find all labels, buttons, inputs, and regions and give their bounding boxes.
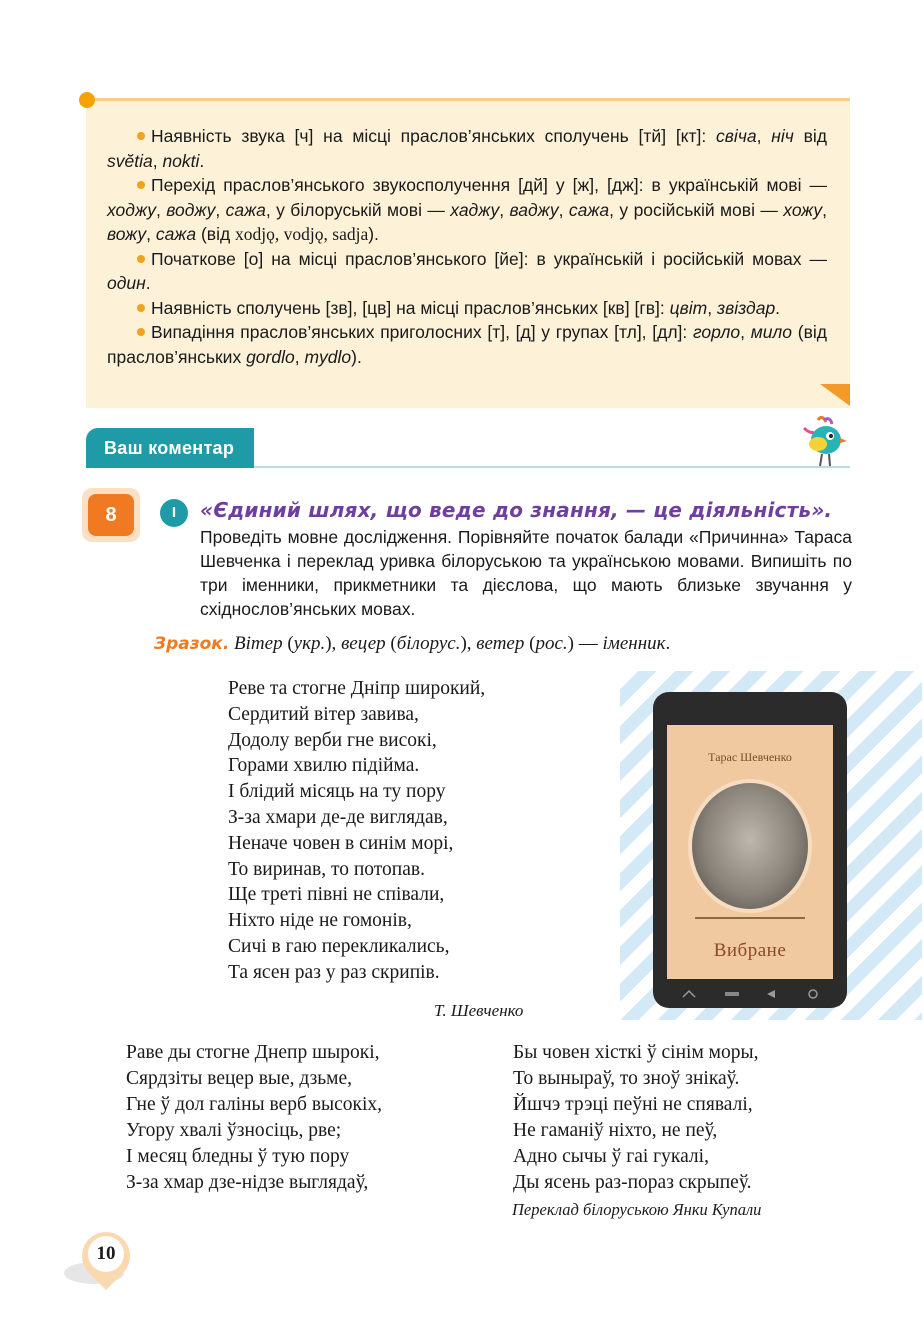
bird-icon: [796, 414, 848, 470]
separator: ,: [294, 346, 305, 367]
separator: (: [385, 633, 397, 654]
separator: ,: [155, 199, 167, 220]
separator: ,: [499, 199, 510, 220]
info-item-1: [107, 124, 827, 173]
example-word: хаджу: [450, 199, 500, 220]
comment-banner: Ваш коментар: [86, 428, 254, 468]
translation-line: І месяц бледны ў тую пору: [126, 1146, 350, 1167]
separator: ,: [756, 126, 772, 146]
translation-line: То выныраў, то зноў знікаў.: [513, 1068, 740, 1089]
example-word: мило: [750, 322, 793, 342]
separator: ).: [368, 224, 379, 244]
translation-line: Адно сычы ў гаі гукалі,: [513, 1146, 709, 1167]
info-panel-top-border: [86, 98, 850, 101]
separator: ),: [460, 633, 477, 654]
translation-line: Не гаманіў ніхто, не пеў,: [513, 1120, 718, 1141]
translation-credit: Переклад білоруською Янки Купали: [512, 1200, 762, 1219]
poem-line: Ніхто ніде не гомонів,: [228, 910, 412, 932]
info-item-2: [107, 173, 827, 247]
sample-lang: укр.: [293, 633, 326, 654]
separator: (: [524, 633, 536, 654]
info-item-text: (від праслов’янських: [107, 322, 827, 367]
page-number: 10: [96, 1243, 116, 1264]
bullet-icon: [137, 255, 145, 263]
info-item-text: Наявність сполучень [зв], [цв] на місці праслов’янських [кв] [гв]:: [151, 297, 670, 318]
poem-line: Ще треті півні не співали,: [228, 884, 445, 906]
book-cover-subtitle: Вибране: [713, 940, 787, 961]
poem-line: З-за хмари де-де виглядав,: [228, 806, 448, 828]
separator: ),: [325, 633, 342, 654]
poem-line: То виринав, то потопав.: [228, 858, 425, 880]
sample-line: [154, 633, 670, 655]
translation-line: Ды ясень раз-пораз скрыпеў.: [513, 1172, 752, 1193]
separator: .: [199, 150, 205, 171]
poem-author: Т. Шевченко: [434, 1001, 524, 1020]
translation-line: Бы човен хісткі ў сінім моры,: [513, 1042, 759, 1063]
info-item-5: [107, 320, 827, 369]
bullet-icon: [137, 132, 145, 140]
translation-line: Сярдзіты вецер вые, дзьме,: [126, 1068, 353, 1089]
poem: [228, 676, 485, 986]
banner-rule: [254, 466, 850, 468]
info-item-text: Перехід праслов’янського звукосполучення [дй] у [ж], [дж]: в українській мові —: [151, 175, 827, 195]
separator: ,: [146, 224, 156, 244]
poem-line: Додолу верби гне високі,: [228, 729, 437, 751]
ornament-divider: [695, 917, 805, 919]
poem-line: Неначе човен в синім морі,: [228, 832, 454, 854]
example-word: сажа: [155, 224, 197, 244]
info-item-text: , у білоруській мові —: [265, 199, 451, 220]
example-word: цвіт: [669, 297, 708, 318]
example-word: svĕtia: [107, 150, 153, 171]
translation-line: Йшчэ трэці пеўні не спявалі,: [513, 1094, 753, 1115]
translation-right-column: [513, 1040, 758, 1196]
info-item-text: (від: [196, 224, 236, 244]
info-item-text: Випадіння праслов’янських приголосних [т], [д] у групах [тл], [дл]:: [151, 322, 693, 342]
exercise-quote: «Єдиний шлях, що веде до знання, — це діяльність».: [200, 498, 833, 522]
page-corner-fold-icon: [820, 384, 850, 406]
translation-line: Раве ды стогне Днепр шырокі,: [126, 1042, 380, 1063]
phone-nav-keys-icon: [667, 986, 833, 1002]
example-word: mydlo: [304, 346, 352, 367]
bullet-icon: [137, 328, 145, 336]
sample-label: Зразок.: [154, 634, 230, 654]
separator: ,: [152, 150, 163, 171]
example-word: nokti: [162, 150, 200, 171]
example-word: gordlo: [246, 346, 295, 367]
info-item-text: , у російській мові —: [609, 199, 784, 220]
separator: (: [282, 633, 294, 654]
example-word: сажа: [568, 199, 610, 220]
separator: ).: [351, 346, 362, 367]
separator: ,: [707, 297, 717, 318]
example-word: звіздар: [716, 297, 776, 318]
translation-line: З-за хмар дзе-нідзе выглядаў,: [126, 1172, 369, 1193]
separator: ,: [215, 199, 226, 220]
info-item-4: [107, 296, 827, 321]
translation-line: Угору хвалі ўзносіць, рве;: [126, 1120, 342, 1141]
sample-part-of-speech: іменник: [602, 633, 666, 654]
poem-line: Сичі в гаю перекликались,: [228, 935, 450, 957]
info-item-text: Початкове [о] на місці праслов’янського [йе]: в українській і російській мовах —: [151, 248, 827, 269]
sample-lang: білорус.: [396, 633, 461, 654]
example-word: вожу: [107, 224, 147, 244]
example-word: воджу: [166, 199, 216, 220]
sample-word: Вітер: [234, 633, 283, 654]
poem-line: Та ясен раз у раз скрипів.: [228, 961, 440, 983]
sample-word: ветер: [476, 633, 525, 654]
example-word: ваджу: [509, 199, 559, 220]
separator: .: [775, 297, 781, 318]
separator: ) —: [567, 633, 603, 654]
separator: .: [665, 633, 671, 654]
example-word: свіча: [716, 126, 757, 146]
separator: від: [793, 126, 827, 146]
example-word: ніч: [771, 126, 794, 146]
poem-line: І блідий місяць на ту пору: [228, 781, 446, 803]
bullet-icon: [137, 181, 145, 189]
exercise-instructions: Проведіть мовне дослідження. Порівняйте початок балади «Причинна» Тараса Шевченка і переклад уривка білоруською та українською мовами. Випишіть по три іменники, прикметники та дієслова, що мають близьке звучання у східнослов’янських мовах.: [200, 527, 852, 619]
exercise-number: 8: [88, 494, 134, 536]
bullet-icon: [137, 304, 145, 312]
example-word: горло: [692, 322, 741, 342]
poem-line: Сердитий вітер завива,: [228, 703, 419, 725]
example-word: ходжу: [107, 199, 156, 220]
example-word: один: [107, 273, 146, 293]
example-word: сажа: [225, 199, 266, 220]
poem-line: Горами хвилю підійма.: [228, 755, 420, 777]
translation-left-column: [126, 1040, 382, 1196]
book-cover-title: Тарас Шевченко: [708, 750, 792, 764]
level-icon: І: [160, 499, 188, 527]
info-list: [107, 124, 827, 369]
sample-lang: рос.: [535, 633, 568, 654]
poem-line: Реве та стогне Дніпр широкий,: [228, 678, 486, 699]
info-item-3: [107, 247, 827, 296]
sample-word: вецер: [341, 633, 386, 654]
separator: ,: [822, 199, 828, 220]
example-word: хожу: [783, 199, 823, 220]
proto-slavic-forms: xodjǫ, vodjǫ, sadja: [235, 224, 369, 244]
info-panel-dot-icon: [79, 92, 95, 108]
translation-line: Гне ў дол галіны верб высокіх,: [126, 1094, 383, 1115]
portrait-image: [692, 783, 808, 909]
info-item-text: Наявність звука [ч] на місці праслов’янських сполучень [тй] [кт]:: [151, 126, 717, 146]
separator: ,: [558, 199, 569, 220]
separator: ,: [740, 322, 751, 342]
separator: .: [145, 273, 151, 293]
